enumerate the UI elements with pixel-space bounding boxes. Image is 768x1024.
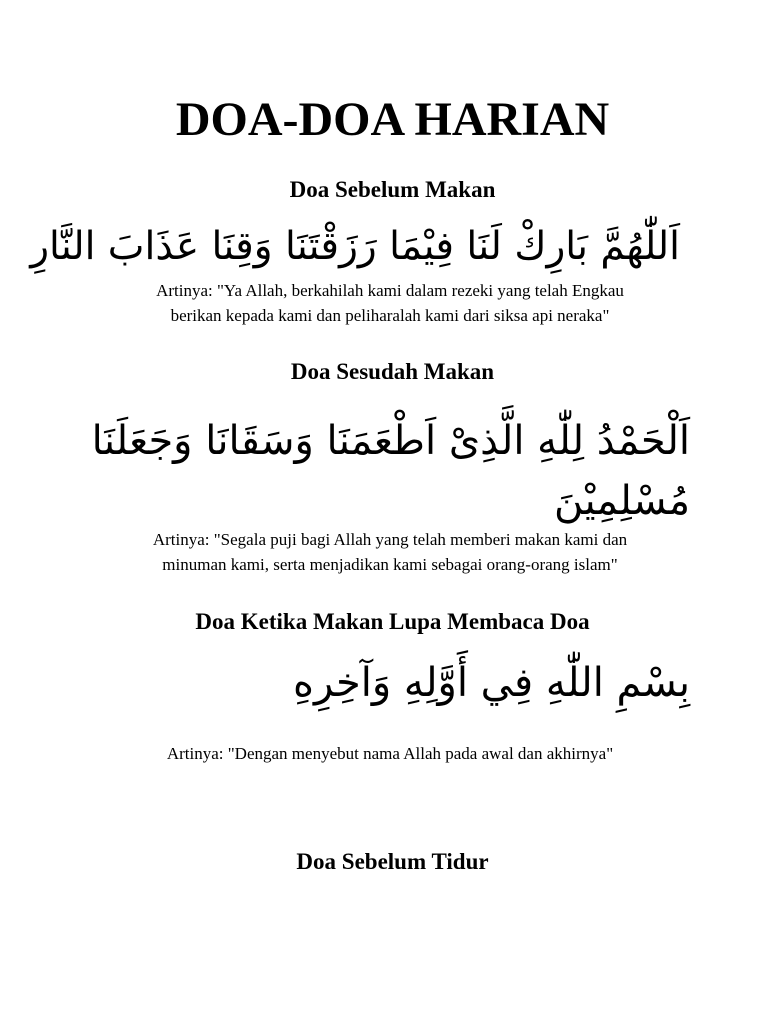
translation-lupa-membaca-doa (0, 741, 768, 766)
translation-line: berikan kepada kami dan peliharalah kami dari siksa api neraka" (170, 306, 610, 325)
page-title: DOA-DOA HARIAN (175, 93, 610, 146)
arabic-text-lupa-membaca-doa: بِسْمِ اللّٰهِ فِي أَوَّلِهِ وَآخِرِهِ (293, 660, 690, 706)
translation-line: Artinya: "Dengan menyebut nama Allah pada awal dan akhirnya" (166, 744, 614, 763)
section-heading-sebelum-makan: Doa Sebelum Makan (289, 177, 496, 202)
arabic-text-sesudah-makan-line-1: اَلْحَمْدُ لِلّٰهِ الَّذِىْ اَطْعَمَنَا وَسَقَانَا وَجَعَلَنَا (91, 418, 690, 464)
translation-line: minuman kami, serta menjadikan kami sebagai orang-orang islam" (162, 555, 618, 574)
arabic-text-sesudah-makan-line-2: مُسْلِمِيْنَ (554, 478, 690, 524)
translation-line: Artinya: "Segala puji bagi Allah yang telah memberi makan kami dan (152, 530, 628, 549)
section-heading-sebelum-tidur: Doa Sebelum Tidur (296, 849, 489, 874)
section-heading-sesudah-makan: Doa Sesudah Makan (290, 359, 495, 384)
translation-line: Artinya: "Ya Allah, berkahilah kami dalam rezeki yang telah Engkau (156, 281, 624, 300)
translation-sesudah-makan (0, 527, 768, 577)
arabic-text-sebelum-makan: اَللّٰهُمَّ بَارِكْ لَنَا فِيْمَا رَزَقْتَنَا وَقِنَا عَذَابَ النَّارِ (30, 224, 680, 269)
section-heading-lupa-membaca-doa: Doa Ketika Makan Lupa Membaca Doa (195, 609, 590, 634)
translation-sebelum-makan (0, 278, 768, 328)
